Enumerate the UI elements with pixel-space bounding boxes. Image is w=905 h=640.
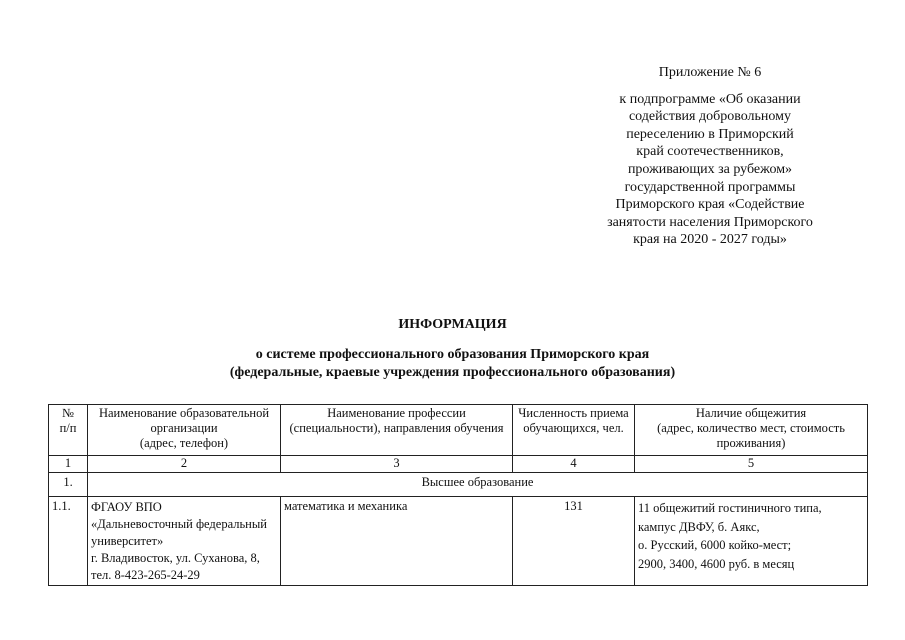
appendix-line: к подпрограмме «Об оказании [619,91,801,107]
organization-line: «Дальневосточный федеральный [91,517,267,531]
admission-cell: 131 [513,497,635,586]
row-number: 1.1. [49,497,88,586]
header-organization: Наименование образовательной организации (адрес, телефон) [88,405,281,456]
dormitory-line: 11 общежитий гостиничного типа, [638,501,822,515]
dormitory-cell [635,497,868,586]
organization-line: университет» [91,534,164,548]
appendix-line: края на 2020 - 2027 годы» [633,232,787,248]
appendix-line: переселению в Приморский [626,126,794,142]
column-number: 1 [49,456,88,473]
appendix-line: проживающих за рубежом» [627,161,793,177]
dormitory-line: кампус ДВФУ, б. Аякс, [638,519,760,534]
document-subtitle: о системе профессионального образования Приморского края [255,347,650,362]
education-table [48,404,868,586]
organization-line: тел. 8-423-265-24-29 [91,568,200,582]
header-dormitory: Наличие общежития (адрес, количество мест, стоимость проживания) [635,405,868,456]
column-number: 4 [513,456,635,473]
appendix-line: Приморского края «Содействие [615,197,805,213]
dormitory-line: о. Русский, 6000 койко-мест; [638,538,792,552]
column-number-row [49,456,868,473]
organization-line: ФГАОУ ВПО [91,500,162,514]
section-number: 1. [49,473,88,497]
appendix-line: государственной программы [624,179,796,195]
section-row [49,473,868,497]
appendix-line: занятости населения Приморского [607,214,813,230]
document-subtitle: (федеральные, краевые учреждения профессионального образования) [229,365,676,380]
document-title: ИНФОРМАЦИЯ [398,317,507,332]
header-admission: Численность приема обучающихся, чел. [513,405,635,456]
appendix-line: содействия добровольному [628,109,792,125]
column-number: 5 [635,456,868,473]
dormitory-line: 2900, 3400, 4600 руб. в месяц [638,556,795,571]
column-number: 3 [281,456,513,473]
appendix-line: край соотечественников, [636,144,784,160]
header-profession: Наименование профессии (специальности), направления обучения [281,405,513,456]
profession-cell: математика и механика [281,497,513,586]
organization-cell [88,497,281,586]
appendix-block [560,64,860,249]
header-number: № п/п [49,405,88,456]
organization-line: г. Владивосток, ул. Суханова, 8, [91,551,260,565]
column-number: 2 [88,456,281,473]
appendix-number: Приложение № 6 [658,65,762,80]
table-row [49,497,868,586]
section-title: Высшее образование [88,473,868,497]
table-header-row [49,405,868,456]
